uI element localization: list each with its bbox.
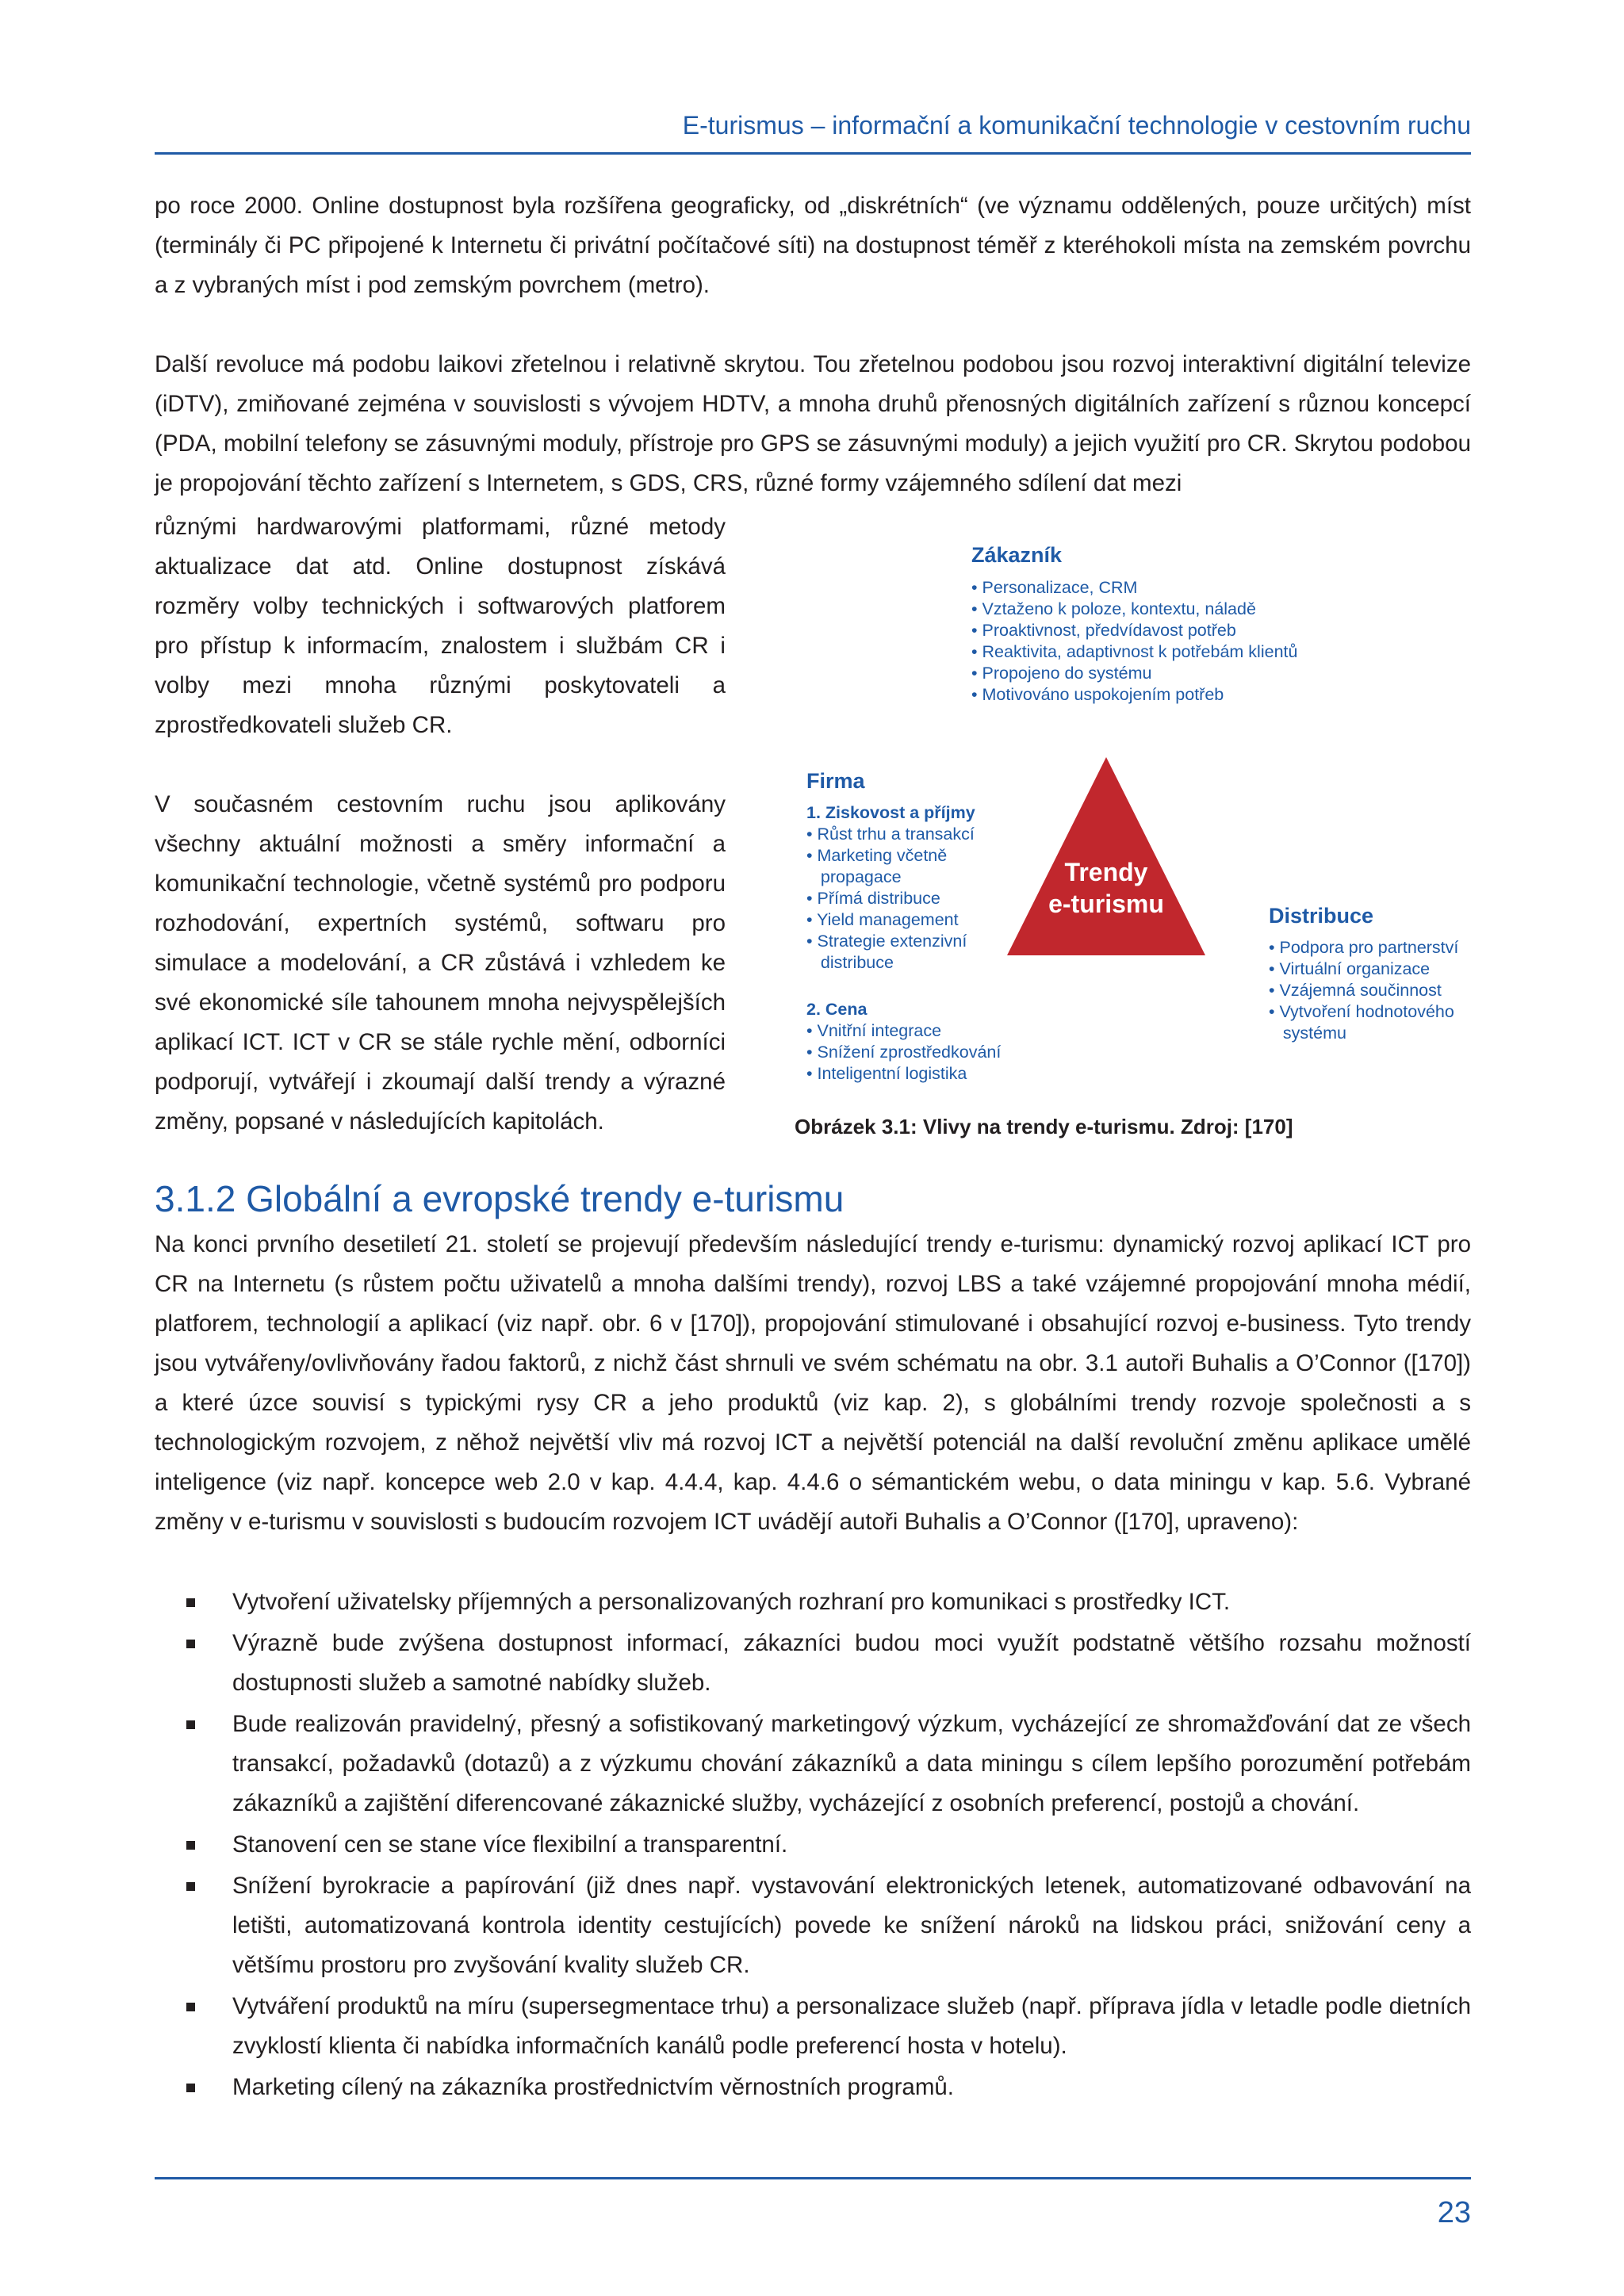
firm-group-2-title: 2. Cena (806, 1000, 868, 1019)
paragraph-3-column: V současném cestovním ruchu jsou aplikovány všechny aktuální možnosti a směry informační a komunikační technologie, včetně systémů pro podporu rozhodování, expertních systémů, softwaru pro simulace a modelování, a CR zůstává i vzhledem ke své ekonomické síle tahounem mnoha nejvyspělejších aplikací ICT. ICT v CR se stále rychle mění, odborníci podporují, vytvářejí i zkoumají další trendy a výrazné změny, popsané v následujících kapitolách. (155, 791, 726, 1135)
firm-group-1-list (806, 824, 975, 974)
list-item: • Vnitřní integrace (806, 1021, 942, 1040)
list-item: • Inteligentní logistika (806, 1064, 967, 1083)
list-item: • Marketing včetně (806, 846, 948, 865)
bullet-text: Vytváření produktů na míru (supersegmentace trhu) a personalizace služeb (např. příprava jídla v letadle podle dietních zvyklostí klienta či nabídka informačních kanálů podle preferencí hosta v hotelu). (232, 1993, 1471, 2059)
bullet-item (155, 1987, 1471, 2066)
square-bullet-icon (186, 1882, 195, 1891)
customer-heading: Zákazník (971, 543, 1063, 567)
list-item: • Přímá distribuce (806, 889, 940, 908)
bullet-text: Snížení byrokracie a papírování (již dnes např. vystavování elektronických letenek, automatizované odbavování na letišti, automatizovaná kontrola identity cestujících) povede ke snížení nároků na lidskou práci, snižování ceny a většímu prostoru pro zvyšování kvality služeb CR. (232, 1873, 1471, 1978)
firm-group-2-list (806, 1020, 1001, 1085)
list-item: distribuce (806, 953, 894, 972)
list-item: • Vytvoření hodnotového (1269, 1002, 1454, 1021)
list-item: • Podpora pro partnerství (1269, 938, 1459, 957)
bullet-item (155, 1705, 1471, 1823)
triangle-label-line-2: e-turismu (1048, 890, 1164, 918)
trend-bullet-list (155, 1582, 1471, 2109)
bullet-text: Marketing cílený na zákazníka prostřednictvím věrnostních programů. (232, 2074, 954, 2100)
square-bullet-icon (186, 1598, 195, 1607)
bullet-item (155, 1825, 1471, 1865)
triangle-label (1011, 856, 1201, 920)
footer-rule (155, 2177, 1471, 2179)
square-bullet-icon (186, 1841, 195, 1850)
list-item: • Personalizace, CRM (971, 578, 1138, 597)
paragraph-1: po roce 2000. Online dostupnost byla rozšířena geograficky, od „diskrétních“ (ve významu oddělených, pouze určitých) míst (terminály či PC připojené k Internetu či privátní počítačové síti) na dostupnost téměř z kteréhokoli místa na zemském povrchu a z vybraných míst i pod zemským povrchem (metro). (155, 193, 1471, 298)
section-heading: 3.1.2 Globální a evropské trendy e-turismu (155, 1178, 845, 1219)
list-item: propagace (806, 867, 902, 886)
list-item: • Propojeno do systému (971, 664, 1152, 683)
page-number: 23 (1437, 2196, 1471, 2229)
distribution-heading: Distribuce (1269, 904, 1374, 928)
running-header: E-turismus – informační a komunikační technologie v cestovním ruchu (682, 111, 1471, 140)
paragraph-4: Na konci prvního desetiletí 21. století se projevují především následující trendy e-turismu: dynamický rozvoj aplikací ICT pro CR na Internetu (s růstem počtu uživatelů a mnoha dalšími trendy), rozvoj LBS a také vzájemné propojování mnoha médií, platforem, technologií a aplikací (viz např. obr. 6 v [170]), propojování stimulované i obsahující rozvoj e-business. Tyto trendy jsou vytvářeny/ovlivňovány řadou faktorů, z nichž část shrnuli ve svém schématu na obr. 3.1 autoři Buhalis a O’Connor ([170]) a které úzce souvisí s typickými rysy CR a jeho produktů (viz kap. 2), s globálními trendy rozvoje společnosti a s technologickým rozvojem, z něhož největší vliv má rozvoj ICT a největší potenciál na další revoluční změnu aplikace umělé inteligence (viz např. koncepce web 2.0 v kap. 4.4.4, kap. 4.4.6 o sémantickém webu, o data miningu v kap. 5.6. Vybrané změny v e-turismu v souvislosti s budoucím rozvojem ICT uvádějí autoři Buhalis a O’Connor ([170], upraveno): (155, 1231, 1471, 1535)
list-item: • Snížení zprostředkování (806, 1043, 1002, 1062)
list-item: • Strategie extenzivní (806, 932, 967, 951)
firm-heading: Firma (806, 769, 865, 793)
list-item: • Reaktivita, adaptivnost k potřebám klientů (971, 642, 1298, 661)
square-bullet-icon (186, 1640, 195, 1648)
bullet-text: Vytvoření uživatelsky příjemných a personalizovaných rozhraní pro komunikaci s prostředky ICT. (232, 1589, 1231, 1615)
bullet-item (155, 1866, 1471, 1985)
list-item: • Růst trhu a transakcí (806, 825, 975, 844)
firm-group-2 (806, 999, 1001, 1085)
firm-group-1 (806, 802, 975, 974)
customer-list (971, 577, 1297, 706)
list-item: • Yield management (806, 910, 959, 929)
list-item: • Motivováno uspokojením potřeb (971, 685, 1224, 704)
bullet-item (155, 1582, 1471, 1622)
list-item: • Vztaženo k poloze, kontextu, náladě (971, 599, 1256, 618)
header-rule (155, 152, 1471, 155)
firm-group-1-title: 1. Ziskovost a příjmy (806, 803, 975, 822)
paragraph-2-column: různými hardwarovými platformami, různé metody aktualizace dat atd. Online dostupnost získává rozměry volby technických i softwarových platforem pro přístup k informacím, znalostem i službám CR i volby mezi mnoha různými poskytovateli a zprostředkovateli služeb CR. (155, 514, 726, 738)
figure-caption: Obrázek 3.1: Vlivy na trendy e-turismu. Zdroj: [170] (795, 1115, 1293, 1138)
square-bullet-icon (186, 2003, 195, 2011)
triangle-label-line-1: Trendy (1064, 858, 1148, 886)
bullet-text: Bude realizován pravidelný, přesný a sofistikovaný marketingový výzkum, vycházející ze shromažďování dat ze všech transakcí, požadavků (dotazů) a z výzkumu chování zákazníků a data miningu s cílem lepšího porozumění potřebám zákazníků a zajištění diferencované zákaznické služby, vycházející z osobních preferencí, postojů a chování. (232, 1711, 1471, 1816)
distribution-list (1269, 937, 1458, 1044)
paragraph-2: Další revoluce má podobu laikovi zřetelnou i relativně skrytou. Tou zřetelnou podobou jsou rozvoj interaktivní digitální televize (iDTV), zmiňované zejména v souvislosti s vývojem HDTV, a mnoha druhů přenosných digitálních zařízení s různou koncepcí (PDA, mobilní telefony se zásuvnými moduly, přístroje pro GPS se zásuvnými moduly) a jejich využití pro CR. Skrytou podobou je propojování těchto zařízení s Internetem, s GDS, CRS, různé formy vzájemného sdílení dat mezi (155, 351, 1471, 496)
square-bullet-icon (186, 1720, 195, 1729)
bullet-text: Výrazně bude zvýšena dostupnost informací, zákazníci budou moci využít podstatně většího rozsahu možností dostupnosti služeb a samotné nabídky služeb. (232, 1630, 1471, 1696)
bullet-item (155, 2068, 1471, 2107)
list-item: • Vzájemná součinnost (1269, 981, 1442, 1000)
list-item: • Proaktivnost, předvídavost potřeb (971, 621, 1236, 640)
figure-trends (781, 523, 1479, 1158)
list-item: systému (1269, 1024, 1346, 1043)
list-item: • Virtuální organizace (1269, 959, 1431, 978)
bullet-text: Stanovení cen se stane více flexibilní a transparentní. (232, 1831, 788, 1858)
square-bullet-icon (186, 2084, 195, 2092)
bullet-item (155, 1624, 1471, 1703)
